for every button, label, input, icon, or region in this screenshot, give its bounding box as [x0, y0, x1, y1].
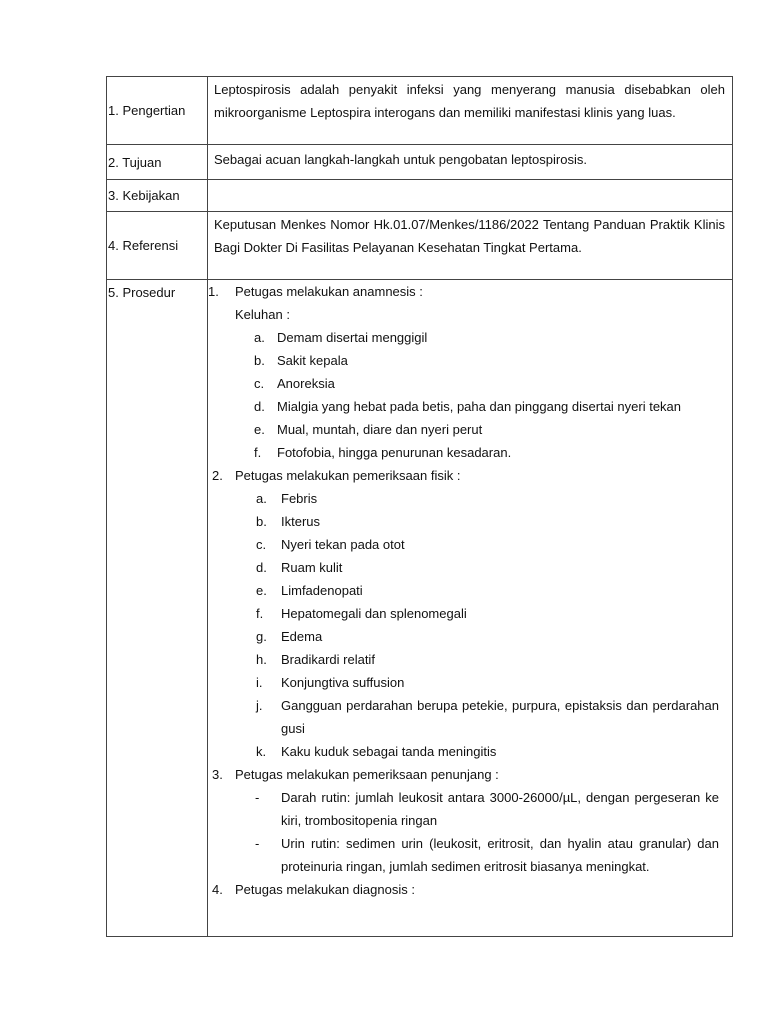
step-title: Petugas melakukan diagnosis : — [235, 882, 415, 897]
step-heading — [208, 280, 719, 303]
item-text: Gangguan perdarahan berupa petekie, purpura, epistaksis dan perdarahan gusi — [281, 698, 719, 736]
item-label: - — [255, 836, 260, 851]
list-item — [208, 648, 719, 671]
step-heading — [208, 878, 719, 901]
list-item — [208, 832, 719, 878]
list-item — [208, 671, 719, 694]
label-tujuan: 2. Tujuan — [107, 145, 208, 180]
item-text: Anoreksia — [277, 376, 335, 391]
item-text: Mual, muntah, diare dan nyeri perut — [277, 422, 483, 437]
item-label: f. — [254, 445, 262, 460]
row-referensi — [107, 212, 733, 280]
row-tujuan — [107, 145, 733, 180]
item-label: a. — [254, 330, 265, 345]
item-label: d. — [254, 399, 265, 414]
row-kebijakan — [107, 180, 733, 212]
list-item — [208, 441, 719, 464]
item-label: f. — [256, 606, 264, 621]
item-text: Fotofobia, hingga penurunan kesadaran. — [277, 445, 512, 460]
procedure-step-4 — [208, 878, 719, 901]
step-heading — [208, 464, 719, 487]
sop-table — [106, 76, 733, 937]
item-label: b. — [256, 514, 267, 529]
row-pengertian — [107, 77, 733, 145]
item-text: Hepatomegali dan splenomegali — [281, 606, 467, 621]
value-referensi — [208, 212, 733, 280]
item-label: d. — [256, 560, 267, 575]
list-item — [208, 556, 719, 579]
item-label: a. — [256, 491, 267, 506]
step-number: 1. — [208, 284, 219, 299]
procedure-step-1 — [208, 280, 719, 464]
list-item — [208, 349, 719, 372]
step-number: 3. — [212, 767, 223, 782]
item-label: g. — [256, 629, 267, 644]
pengertian-text: Leptospirosis adalah penyakit infeksi yang menyerang manusia disebabkan oleh mikroorganisme Leptospira interogans dan memiliki manifestasi klinis yang luas. — [214, 82, 725, 120]
item-text: Demam disertai menggigil — [277, 330, 428, 345]
item-label: h. — [256, 652, 267, 667]
item-label: c. — [256, 537, 267, 552]
value-tujuan — [208, 145, 733, 180]
value-kebijakan — [208, 180, 733, 212]
step-title: Petugas melakukan pemeriksaan fisik : — [235, 468, 461, 483]
list-item — [208, 510, 719, 533]
list-item — [208, 625, 719, 648]
item-text: Darah rutin: jumlah leukosit antara 3000-26000/µL, dengan pergeseran ke kiri, trombositopenia ringan — [281, 790, 719, 828]
procedure-step-3 — [208, 763, 719, 878]
item-label: - — [255, 790, 260, 805]
step-title: Petugas melakukan pemeriksaan penunjang : — [235, 767, 499, 782]
value-prosedur — [208, 280, 733, 937]
list-item — [208, 694, 719, 740]
item-text: Urin rutin: sedimen urin (leukosit, eritrosit, dan hyalin atau granular) dan proteinuria ringan, jumlah sedimen eritrosit biasanya meningkat. — [281, 836, 719, 874]
list-item — [208, 326, 719, 349]
step-heading — [208, 763, 719, 786]
item-text: Nyeri tekan pada otot — [281, 537, 405, 552]
item-label: k. — [256, 744, 267, 759]
item-label: e. — [256, 583, 267, 598]
item-text: Bradikardi relatif — [281, 652, 375, 667]
row-prosedur — [107, 280, 733, 937]
item-text: Kaku kuduk sebagai tanda meningitis — [281, 744, 497, 759]
item-text: Ruam kulit — [281, 560, 343, 575]
value-pengertian — [208, 77, 733, 145]
item-text: Mialgia yang hebat pada betis, paha dan pinggang disertai nyeri tekan — [277, 399, 682, 414]
list-item — [208, 579, 719, 602]
item-label: j. — [256, 698, 263, 713]
label-prosedur: 5. Prosedur — [107, 280, 208, 937]
referensi-text: Keputusan Menkes Nomor Hk.01.07/Menkes/1186/2022 Tentang Panduan Praktik Klinis Bagi Dokter Di Fasilitas Pelayanan Kesehatan Tingkat Pertama. — [214, 217, 725, 255]
list-item — [208, 372, 719, 395]
list-item — [208, 740, 719, 763]
label-kebijakan: 3. Kebijakan — [107, 180, 208, 212]
list-item — [208, 395, 719, 418]
list-item — [208, 487, 719, 510]
list-item — [208, 533, 719, 556]
list-item — [208, 602, 719, 625]
list-item — [208, 786, 719, 832]
item-text: Konjungtiva suffusion — [281, 675, 405, 690]
step-subheading: Keluhan : — [235, 307, 290, 322]
item-text: Edema — [281, 629, 323, 644]
item-text: Febris — [281, 491, 318, 506]
step-number: 2. — [212, 468, 223, 483]
procedure-step-2 — [208, 464, 719, 763]
item-label: b. — [254, 353, 265, 368]
step-title: Petugas melakukan anamnesis : — [235, 284, 423, 299]
item-label: i. — [256, 675, 263, 690]
label-referensi: 4. Referensi — [107, 212, 208, 280]
step-number: 4. — [212, 882, 223, 897]
tujuan-text: Sebagai acuan langkah-langkah untuk pengobatan leptospirosis. — [214, 152, 587, 167]
label-pengertian: 1. Pengertian — [107, 77, 208, 145]
item-text: Ikterus — [281, 514, 321, 529]
item-label: c. — [254, 376, 265, 391]
item-text: Limfadenopati — [281, 583, 363, 598]
list-item — [208, 418, 719, 441]
item-text: Sakit kepala — [277, 353, 348, 368]
item-label: e. — [254, 422, 265, 437]
